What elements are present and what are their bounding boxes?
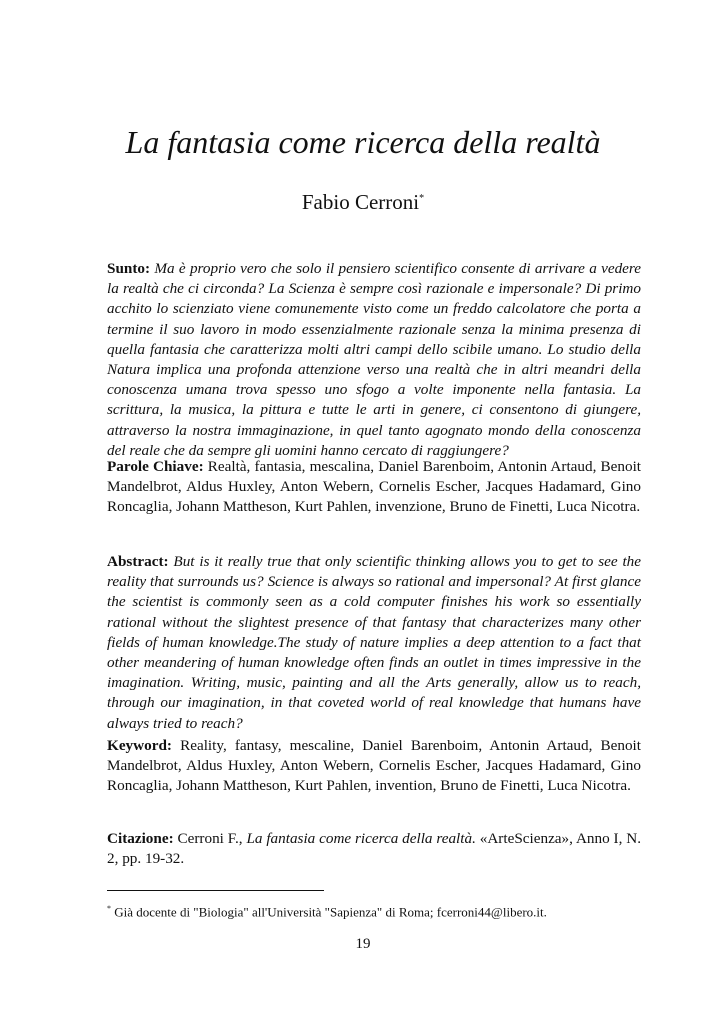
citazione-work-title: La fantasia come ricerca della realtà. bbox=[246, 830, 476, 847]
citazione-label: Citazione: bbox=[107, 830, 174, 847]
page-number: 19 bbox=[355, 936, 371, 952]
author-name: Fabio Cerroni bbox=[301, 190, 420, 214]
abstract-paragraph bbox=[107, 552, 641, 734]
parole-chiave-paragraph bbox=[107, 457, 641, 518]
author-footnote-marker: * bbox=[419, 193, 425, 204]
footnote-text: Già docente di "Biologia" all'Università "Sapienza" di Roma; fcerroni44@libero.it. bbox=[114, 904, 547, 920]
parole-chiave-label: Parole Chiave: bbox=[107, 458, 204, 475]
footnote-divider bbox=[107, 890, 324, 891]
citazione-paragraph bbox=[107, 829, 641, 869]
citazione-author: Cerroni F., bbox=[177, 830, 243, 847]
citazione-journal: «ArteScienza», Anno I, N. 2, pp. 19-32. bbox=[107, 830, 642, 868]
abstract-label: Abstract: bbox=[107, 553, 169, 570]
sunto-label: Sunto: bbox=[107, 260, 151, 277]
keyword-paragraph bbox=[107, 736, 641, 797]
paper-title: La fantasia come ricerca della realtà bbox=[125, 124, 601, 160]
keyword-label: Keyword: bbox=[107, 737, 172, 754]
keyword-text: Reality, fantasy, mescaline, Daniel Barenboim, Antonin Artaud, Benoit Mandelbrot, Aldus Huxley, Anton Webern, Cornelis Escher, Jacques Hadamard, Gino Roncaglia, Johann Mattheson, Kurt Pahlen, invention, Bruno de Finetti, Luca Nicotra. bbox=[107, 737, 641, 795]
author-line bbox=[0, 190, 726, 215]
footnote-marker: * bbox=[107, 904, 111, 913]
footnote bbox=[107, 900, 641, 920]
sunto-text: Ma è proprio vero che solo il pensiero scientifico consente di arrivare a vedere la realtà che ci circonda? La Scienza è sempre così razionale e impersonale? Di primo acchito lo scienziato viene comunemente visto come un freddo calcolatore che porta a termine il suo lavoro in modo essenzialmente razionale senza la minima presenza di quella fantasia che caratterizza molti altri campi dello scibile umano. Lo studio della Natura implica una profonda attenzione verso una realtà che in altri meandri della conoscenza umana trova spesso uno sfogo a volte imponente nella fantasia. La scrittura, la musica, la pittura e tutte le arti in genere, ci consentono di giungere, attraverso la nostra immaginazione, in quel tanto agognato mondo della conoscenza del reale che da sempre gli uomini hanno cercato di raggiungere? bbox=[107, 260, 641, 459]
sunto-paragraph bbox=[107, 259, 641, 461]
abstract-text: But is it really true that only scientific thinking allows you to get to see the reality that surrounds us? Science is always so rational and impersonal? At first glance the scientist is commonly seen as a cold computer finishes his work so essentially rational without the slightest presence of that fantasy that characterizes many other fields of human knowledge.The study of nature implies a deep attention to a fact that other meandering of human knowledge often finds an outlet in times impressive in the imagination. Writing, music, painting and all the Arts generally, allow us to reach, through our imagination, in that coveted world of real knowledge that humans have always tried to reach? bbox=[107, 553, 641, 732]
parole-chiave-text: Realtà, fantasia, mescalina, Daniel Barenboim, Antonin Artaud, Benoit Mandelbrot, Aldus Huxley, Anton Webern, Cornelis Escher, Jacques Hadamard, Gino Roncaglia, Johann Mattheson, Kurt Pahlen, invenzione, Bruno de Finetti, Luca Nicotra. bbox=[107, 458, 642, 516]
